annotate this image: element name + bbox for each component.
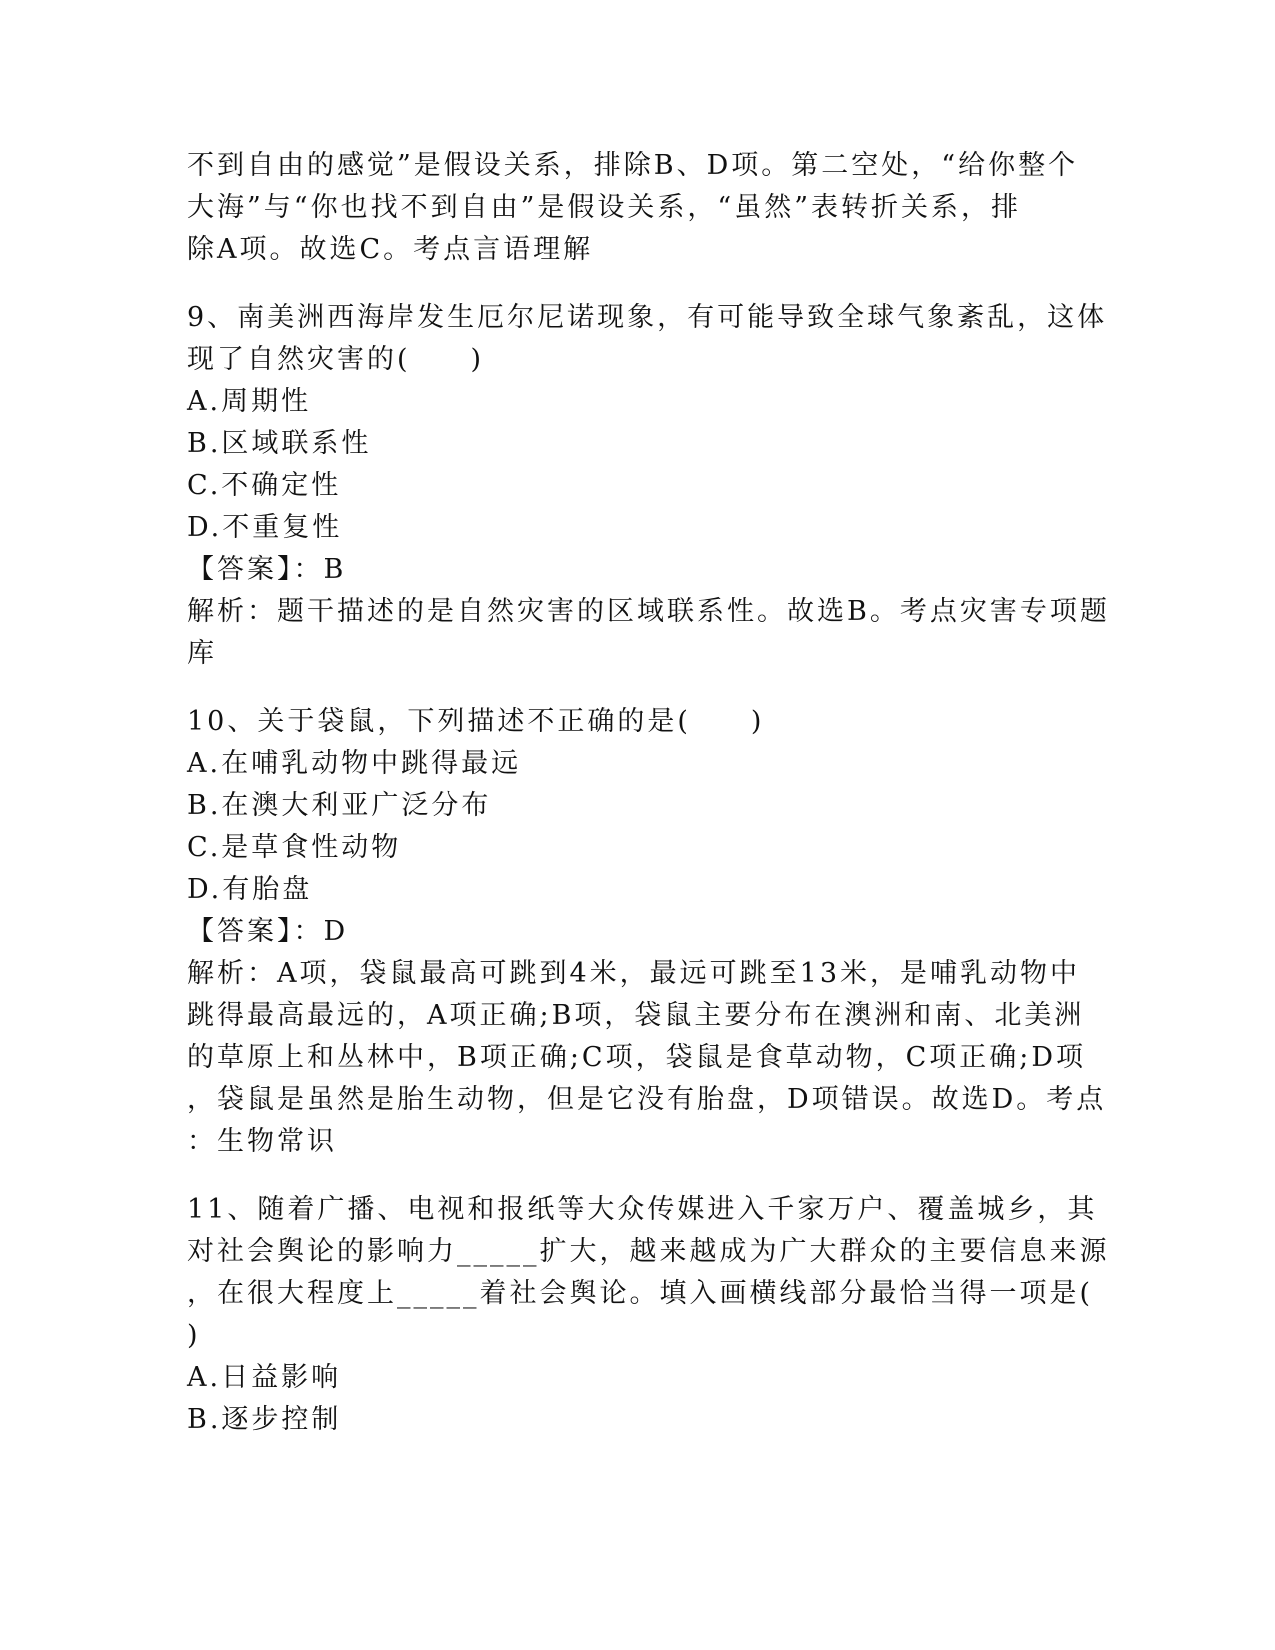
analysis-line: 库 [187,638,217,669]
analysis-line: ，袋鼠是虽然是胎生动物，但是它没有胎盘，D项错误。故选D。考点 [187,1084,1107,1115]
analysis-line: 的草原上和丛林中，B项正确;C项，袋鼠是食草动物，C项正确;D项 [187,1042,1086,1073]
option-b: B.在澳大利亚广泛分布 [187,790,492,821]
analysis-line: 跳得最高最远的，A项正确;B项，袋鼠主要分布在澳洲和南、北美洲 [187,1000,1085,1031]
option-d: D.有胎盘 [187,874,313,905]
option-b: B.区域联系性 [187,428,372,459]
document-body [187,145,1110,1441]
answer: 【答案】：B [187,554,347,585]
analysis-line: 解析：题干描述的是自然灾害的区域联系性。故选B。考点灾害专项题 [187,596,1110,627]
option-b: B.逐步控制 [187,1404,342,1435]
option-c: C.不确定性 [187,470,342,501]
analysis-line: ：生物常识 [187,1126,337,1157]
analysis-line: 不到自由的感觉”是假设关系，排除B、D项。第二空处，“给你整个 [187,150,1079,181]
analysis-line: 大海”与“你也找不到自由”是假设关系，“虽然”表转折关系，排 [187,192,1022,223]
answer: 【答案】：D [187,916,349,947]
question-stem: 对社会舆论的影响力_____扩大，越来越成为广大群众的主要信息来源 [187,1236,1110,1267]
question-stem: 9、南美洲西海岸发生厄尔尼诺现象，有可能导致全球气象紊乱，这体 [187,302,1108,333]
option-c: C.是草食性动物 [187,832,402,863]
q8-analysis-tail [187,145,1097,271]
question-stem: 现了自然灾害的( ) [187,344,485,375]
question-stem: 11、随着广播、电视和报纸等大众传媒进入千家万户、覆盖城乡，其 [187,1194,1098,1225]
question-stem: 10、关于袋鼠，下列描述不正确的是( ) [187,706,765,737]
analysis-line: 除A项。故选C。考点言语理解 [187,234,594,265]
option-a: A.日益影响 [187,1362,342,1393]
option-d: D.不重复性 [187,512,343,543]
question-9 [187,297,1110,675]
option-a: A.周期性 [187,386,312,417]
question-10 [187,701,1107,1163]
option-a: A.在哺乳动物中跳得最远 [187,748,522,779]
question-stem: ，在很大程度上_____着社会舆论。填入画横线部分最恰当得一项是( [187,1278,1094,1309]
question-stem: ) [187,1320,201,1351]
analysis-line: 解析：A项，袋鼠最高可跳到4米，最远可跳至13米，是哺乳动物中 [187,958,1081,989]
question-11 [187,1189,1110,1441]
